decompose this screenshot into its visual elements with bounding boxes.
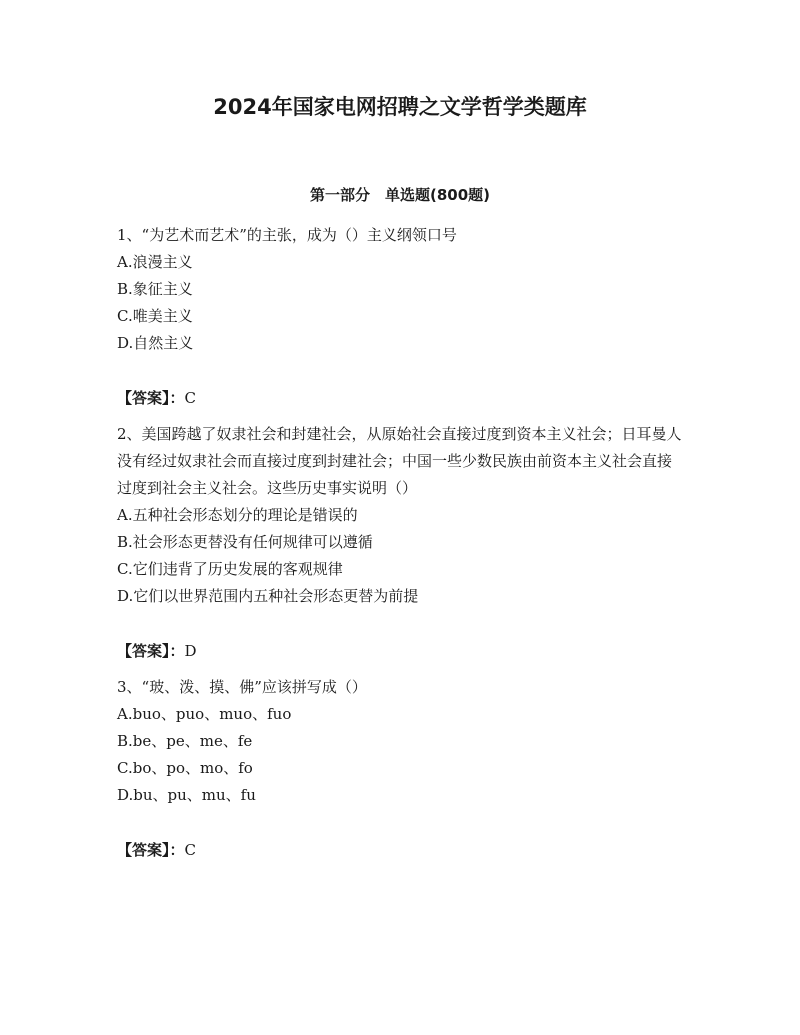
option-d: D.bu、pu、mu、fu: [117, 786, 256, 804]
option-d: D.它们以世界范围内五种社会形态更替为前提: [117, 587, 419, 605]
answer-line: [117, 385, 683, 412]
answer-line: [117, 837, 683, 864]
option-c: C.它们违背了历史发展的客观规律: [117, 560, 343, 578]
option-b: B.社会形态更替没有任何规律可以遵循: [117, 533, 373, 551]
answer-line: [117, 638, 683, 665]
question-list: [117, 222, 683, 873]
option-b: B.be、pe、me、fe: [117, 732, 253, 750]
question-3: [117, 674, 683, 864]
answer-label: 【答案】：: [117, 389, 185, 407]
option-list: [117, 249, 683, 357]
answer-label: 【答案】：: [117, 841, 185, 859]
answer-value: C: [184, 389, 196, 407]
section-title: 第一部分 单选题(800题): [309, 186, 491, 204]
question-stem: 2、美国跨越了奴隶社会和封建社会，从原始社会直接过度到资本主义社会；日耳曼人没有经过奴隶社会而直接过度到封建社会；中国一些少数民族由前资本主义社会直接过度到社会主义社会。这些历史事实说明（）: [117, 425, 682, 497]
answer-value: D: [184, 642, 197, 660]
option-c: C.唯美主义: [117, 307, 193, 325]
option-list: [117, 701, 683, 809]
question-1: [117, 222, 683, 412]
document-title: 2024年国家电网招聘之文学哲学类题库: [213, 95, 587, 119]
question-stem: 1、“为艺术而艺术”的主张，成为（）主义纲领口号: [117, 226, 457, 244]
option-c: C.bo、po、mo、fo: [117, 759, 253, 777]
question-2: [117, 421, 683, 665]
option-list: [117, 502, 683, 610]
option-a: A.五种社会形态划分的理论是错误的: [117, 506, 358, 524]
question-stem: 3、“玻、泼、摸、佛”应该拼写成（）: [117, 678, 367, 696]
answer-value: C: [184, 841, 196, 859]
option-d: D.自然主义: [117, 334, 194, 352]
answer-label: 【答案】：: [117, 642, 185, 660]
option-a: A.浪漫主义: [117, 253, 193, 271]
option-b: B.象征主义: [117, 280, 193, 298]
option-a: A.buo、puo、muo、fuo: [117, 705, 292, 723]
